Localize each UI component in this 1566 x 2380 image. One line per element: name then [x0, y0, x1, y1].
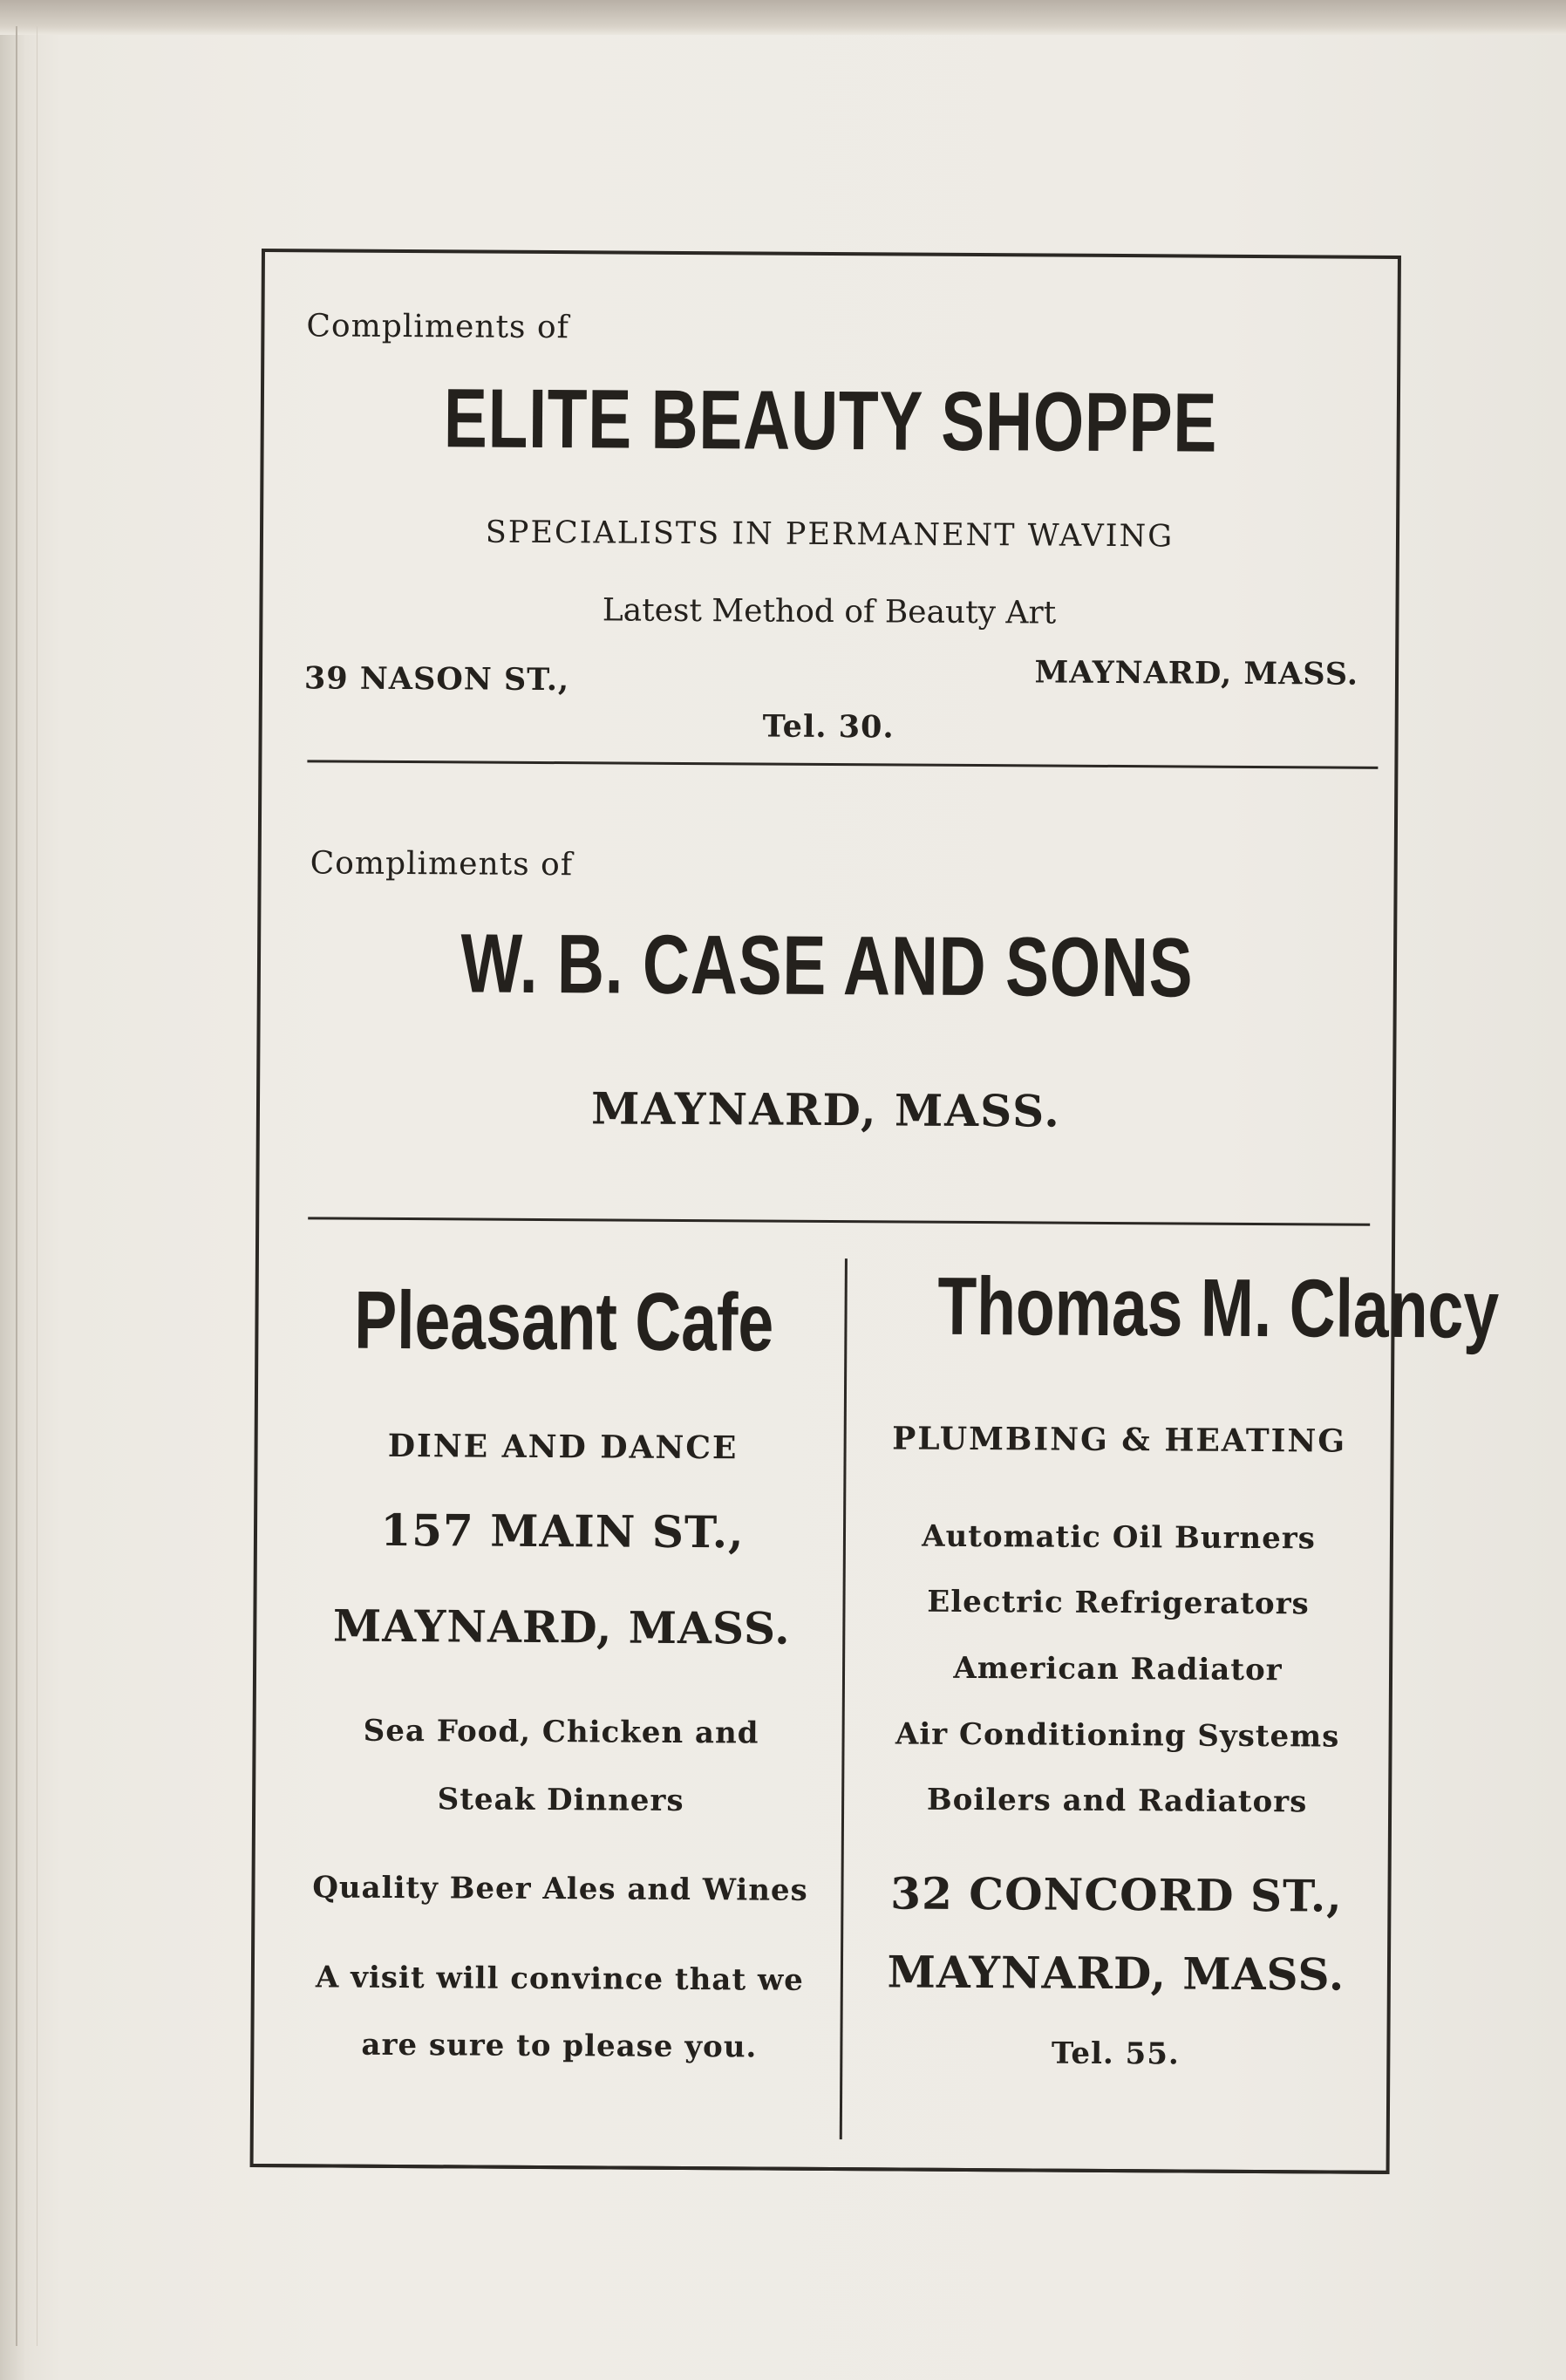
elite-compliments: Compliments of [306, 308, 570, 346]
cafe-promise-line1: A visit will convince that we [315, 1960, 804, 1998]
ad-elite-beauty-shoppe [265, 252, 1398, 746]
cafe-name: Pleasant Cafe [353, 1273, 774, 1368]
case-divider [308, 1217, 1370, 1225]
clancy-city: MAYNARD, MASS. [887, 1946, 1345, 2001]
case-name: W. B. CASE AND SONS [460, 917, 1194, 1015]
case-city: MAYNARD, MASS. [590, 1082, 1061, 1137]
case-compliments: Compliments of [310, 845, 574, 883]
clancy-service: Automatic Oil Burners [922, 1518, 1316, 1557]
ad-thomas-m-clancy [854, 1241, 1500, 2152]
frame-bottom-rule [254, 2164, 1387, 2174]
column-divider [840, 1258, 848, 2139]
elite-tel: Tel. 30. [762, 708, 895, 746]
clancy-tagline: PLUMBING & HEATING [892, 1420, 1347, 1460]
elite-method: Latest Method of Beauty Art [602, 592, 1057, 631]
cafe-drinks: Quality Beer Ales and Wines [312, 1870, 808, 1908]
case-name-wrap [261, 915, 1394, 1018]
clancy-service: American Radiator [953, 1650, 1283, 1688]
clancy-service: Air Conditioning Systems [895, 1716, 1340, 1755]
clancy-name-wrap [858, 1258, 1500, 1356]
cafe-food-line2: Steak Dinners [437, 1782, 684, 1818]
clancy-service: Boilers and Radiators [926, 1782, 1308, 1820]
cafe-name-wrap [293, 1272, 834, 1370]
elite-city: MAYNARD, MASS. [1034, 654, 1359, 692]
page-top-shadow [0, 0, 1566, 35]
cafe-tagline: DINE AND DANCE [387, 1427, 739, 1467]
clancy-name: Thomas M. Clancy [937, 1259, 1500, 1355]
clancy-tel: Tel. 55. [1051, 2036, 1180, 2072]
cafe-address: 157 MAIN ST., [380, 1504, 745, 1558]
elite-tagline: SPECIALISTS IN PERMANENT WAVING [485, 515, 1174, 555]
cafe-city: MAYNARD, MASS. [332, 1599, 791, 1654]
elite-address: 39 NASON ST., [303, 660, 570, 699]
elite-divider [307, 760, 1378, 769]
page-stack-edge [16, 26, 37, 2346]
advertisement-frame [250, 249, 1500, 2174]
elite-name: ELITE BEAUTY SHOPPE [443, 372, 1218, 470]
clancy-service: Electric Refrigerators [927, 1584, 1310, 1622]
elite-name-wrap [263, 370, 1397, 473]
clancy-address: 32 CONCORD ST., [890, 1867, 1343, 1922]
cafe-food-line1: Sea Food, Chicken and [363, 1713, 759, 1751]
ad-pleasant-cafe [289, 1246, 834, 2148]
cafe-promise-line2: are sure to please you. [361, 2027, 758, 2065]
